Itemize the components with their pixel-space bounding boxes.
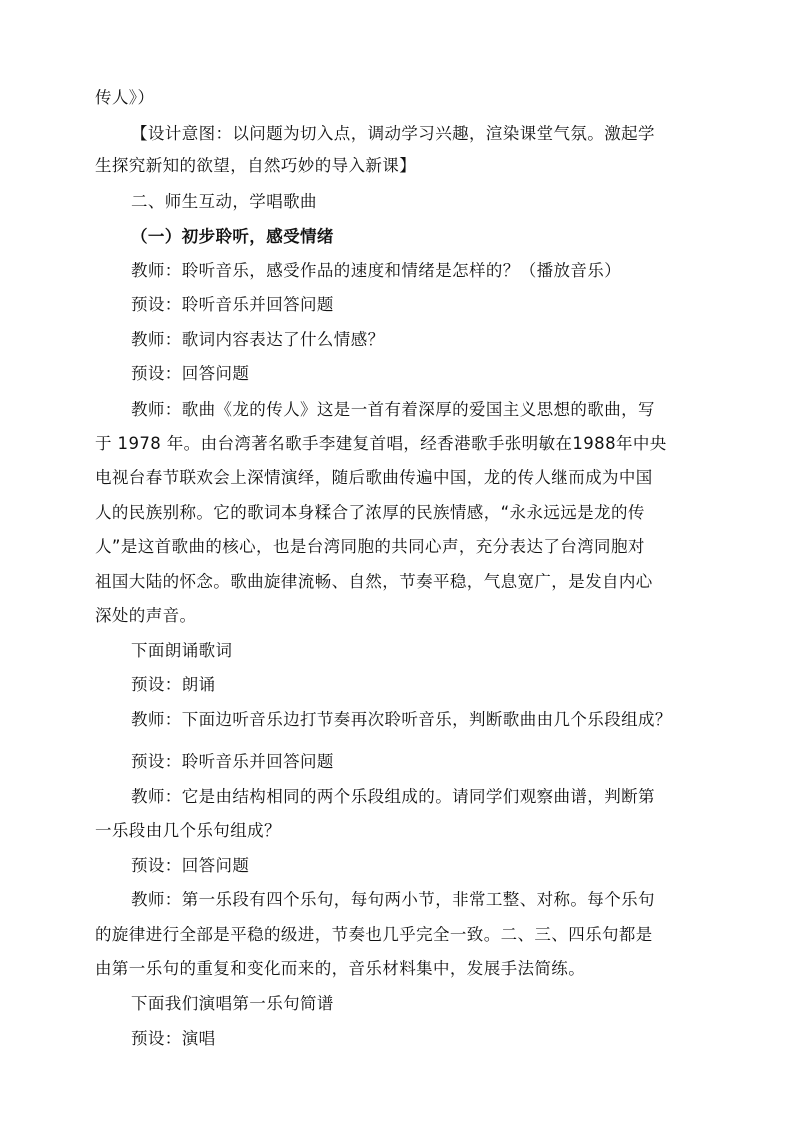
design-intent-line: 生探究新知的欲望，自然巧妙的导入新课】 (95, 156, 417, 175)
text-line: 下面朗诵歌词 (131, 641, 233, 660)
text-line: 教师：第一乐段有四个乐句，每句两小节，非常工整、对称。每个乐句 (131, 890, 655, 909)
text-line: 教师：歌词内容表达了什么情感？ (131, 330, 385, 349)
text-line: 预设：聆听音乐并回答问题 (131, 752, 334, 771)
text-line: 预设：聆听音乐并回答问题 (131, 295, 334, 314)
text-line: 预设：朗诵 (131, 675, 216, 694)
text-line: 人”是这首歌曲的核心，也是台湾同胞的共同心声，充分表达了台湾同胞对 (95, 537, 645, 556)
text-line: 电视台春节联欢会上深情演绎，随后歌曲传遍中国，龙的传人继而成为中国 (95, 468, 653, 487)
text-line: 下面我们演唱第一乐句简谱 (131, 994, 334, 1013)
text-line: 祖国大陆的怀念。歌曲旋律流畅、自然，节奏平稳，气息宽广，是发自内心 (95, 572, 653, 591)
text-line: 深处的声音。 (95, 606, 197, 625)
text-line: 人的民族别称。它的歌词本身糅合了浓厚的民族情感，“永永远远是龙的传 (95, 503, 645, 522)
text-line: 教师：聆听音乐，感受作品的速度和情绪是怎样的？（播放音乐） (131, 261, 622, 280)
text-line: 的旋律进行全部是平稳的级进，节奏也几乎完全一致。二、三、四乐句都是 (95, 925, 653, 944)
design-intent-line: 【设计意图：以问题为切入点，调动学习兴趣，渲染课堂气氛。激起学 (131, 124, 655, 143)
text-line: 于 1978 年。由台湾著名歌手李建复首唱，经香港歌手张明敏在1988年中央 (95, 434, 667, 453)
text-line: 教师：它是由结构相同的两个乐段组成的。请同学们观察曲谱，判断第 (131, 787, 655, 806)
text-line: 传人》） (95, 88, 155, 107)
text-line: 预设：演唱 (131, 1029, 216, 1048)
text-line: 预设：回答问题 (131, 856, 250, 875)
text-line: 由第一乐句的重复和变化而来的，音乐材料集中，发展手法简练。 (95, 959, 586, 978)
text-line: 教师：歌曲《龙的传人》这是一首有着深厚的爱国主义思想的歌曲，写 (131, 400, 655, 419)
section-heading: 二、师生互动，学唱歌曲 (131, 192, 317, 211)
text-line: 教师：下面边听音乐边打节奏再次聆听音乐，判断歌曲由几个乐段组成？ (131, 710, 672, 729)
text-line: 一乐段由几个乐句组成？ (95, 821, 281, 840)
subsection-heading: （一）初步聆听，感受情绪 (131, 227, 334, 246)
text-line: 预设：回答问题 (131, 364, 250, 383)
